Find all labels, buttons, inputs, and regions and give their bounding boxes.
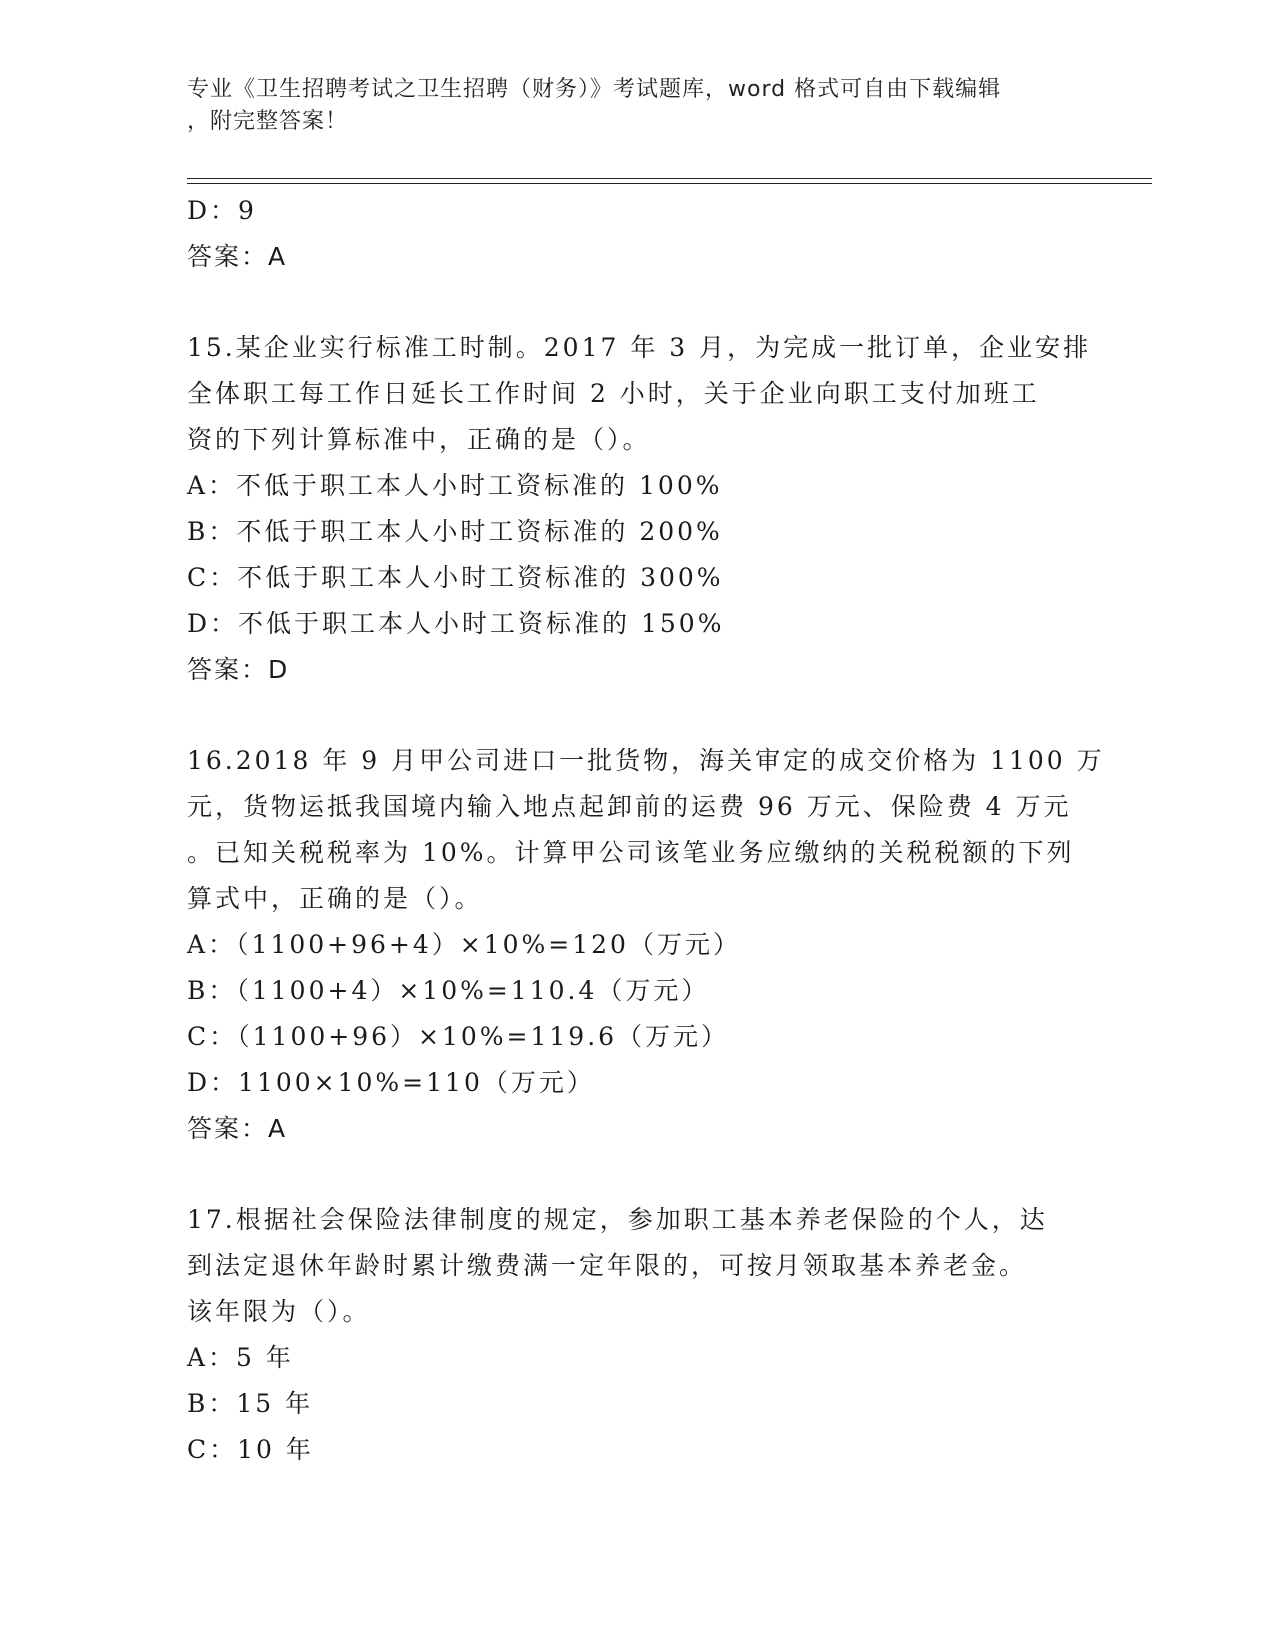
question-text-line: 资的下列计算标准中，正确的是（）。: [187, 425, 651, 454]
option-d: D：不低于职工本人小时工资标准的 150%: [187, 609, 725, 638]
question-text-line: 。已知关税税率为 10%。计算甲公司该笔业务应缴纳的关税税额的下列: [187, 838, 1075, 867]
option-a: A：（1100+96+4）×10%=120（万元）: [187, 930, 741, 959]
question-content: [187, 188, 1105, 1473]
question-text-line: 16.2018 年 9 月甲公司进口一批货物，海关审定的成交价格为 1100 万: [187, 746, 1105, 775]
question-16: [187, 738, 1105, 1152]
question-text-line: 元，货物运抵我国境内输入地点起卸前的运费 96 万元、保险费 4 万元: [187, 792, 1072, 821]
option-d: D：9: [187, 196, 257, 225]
header-line-1: 专业《卫生招聘考试之卫生招聘（财务）》考试题库，word 格式可自由下载编辑: [187, 77, 1002, 102]
answer-line: 答案：D: [187, 655, 290, 684]
header-line-2: ，附完整答案！: [187, 109, 349, 134]
header-divider-top: [187, 178, 1152, 179]
option-d: D：1100×10%=110（万元）: [187, 1068, 595, 1097]
previous-question-tail: [187, 188, 1087, 280]
answer-line: 答案：A: [187, 242, 288, 271]
question-text-line: 17.根据社会保险法律制度的规定，参加职工基本养老保险的个人，达: [187, 1205, 1048, 1234]
option-b: B：不低于职工本人小时工资标准的 200%: [187, 517, 723, 546]
question-text-line: 到法定退休年龄时累计缴费满一定年限的，可按月领取基本养老金。: [187, 1251, 1028, 1280]
question-17: [187, 1197, 1087, 1473]
option-c: C：（1100+96）×10%=119.6（万元）: [187, 1022, 730, 1051]
option-a: A：5 年: [187, 1343, 294, 1372]
option-b: B：（1100+4）×10%=110.4（万元）: [187, 976, 710, 1005]
answer-line: 答案：A: [187, 1114, 288, 1143]
document-header: [187, 74, 1087, 138]
question-text-line: 全体职工每工作日延长工作时间 2 小时，关于企业向职工支付加班工: [187, 379, 1040, 408]
question-text-line: 15.某企业实行标准工时制。2017 年 3 月，为完成一批订单，企业安排: [187, 333, 1092, 362]
question-text-line: 该年限为（）。: [187, 1297, 371, 1326]
option-b: B：15 年: [187, 1389, 314, 1418]
question-15: [187, 325, 1092, 693]
option-c: C：10 年: [187, 1435, 314, 1464]
option-c: C：不低于职工本人小时工资标准的 300%: [187, 563, 724, 592]
question-text-line: 算式中，正确的是（）。: [187, 884, 483, 913]
option-a: A：不低于职工本人小时工资标准的 100%: [187, 471, 723, 500]
header-divider-bottom: [187, 183, 1152, 184]
